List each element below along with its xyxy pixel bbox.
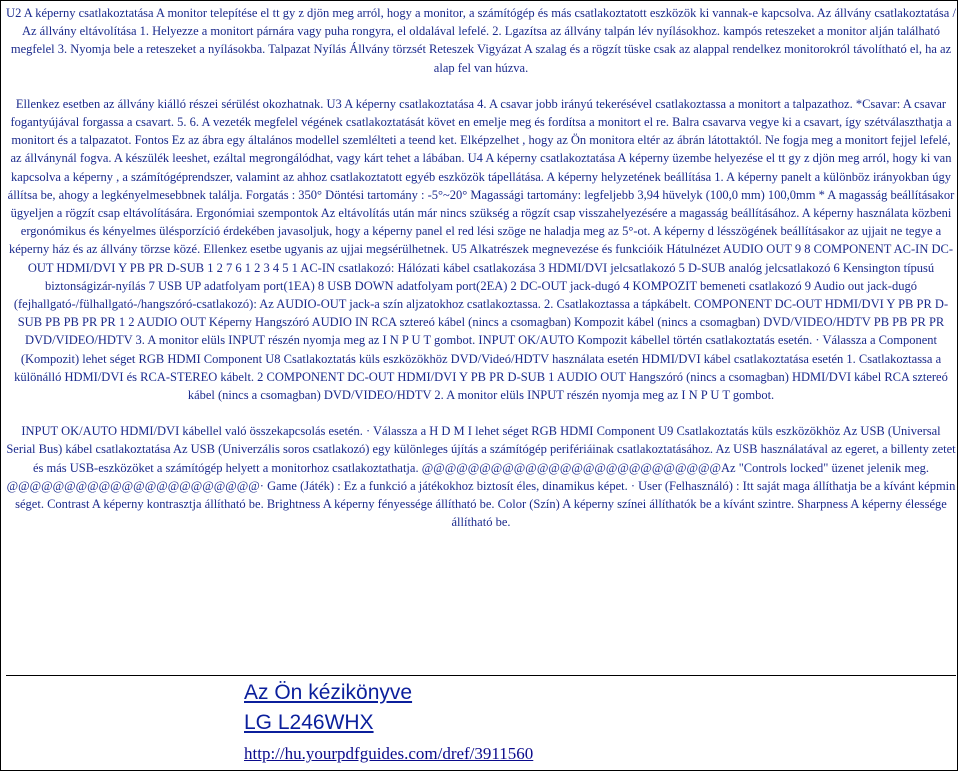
paragraph-mounting: U2 A képerny csatlakoztatása A monitor telepítése el tt gy z djön meg arról, hogy a monitor, a számítógép és más csatlakoztatott eszközök ki vannak-e kapcsolva. Az állvány csatlakoztatása / Az állvány eltávolítása 1. Helyezze a monitort párnára vagy puha rongyra, el oldalával lefelé. 2. Lgazítsa az állvány talpán lév nyílásokhoz. kampós reteszeket a monitor alján található megfelel 3. Nyomja bele a reteszeket a nyílásokba. Talpazat Nyílás Állvány törzsét Reteszek Vigyázat A szalag és a rögzít tüske csak az alappal rendelkez monitorokról távolítható el, ha az alap fel van húzva. xyxy=(6,6,956,75)
footer-links xyxy=(244,678,533,766)
paragraph-usb-settings: INPUT OK/AUTO HDMI/DVI kábellel való összekapcsolás esetén. · Válassza a H D M I lehet séget RGB HDMI Component U9 Csatlakoztatás küls eszközökhöz Az USB (Universal Serial Bus) kábel csatlakoztatása Az USB (Univerzális soros csatlakozó) egy különleges újítás a számítógép perifériáinak csatlakoztatásához. Az USB használatával az egeret, a billenty zetet és más USB-eszközöket a számítógép helyett a monitorhoz csatlakoztathatja. @@@@@@@@@@@@@@@@@@@@@@@@@@Az "Controls locked" üzenet jelenik meg. @@@@@@@@@@@@@@@@@@@@@@· Game (Játék) : Ez a funkció a játékokhoz biztosít éles, dinamikus képet. · User (Felhasználó) : Itt saját maga állíthatja be a kívánt képmin séget. Contrast A képerny kontrasztja állítható be. Brightness A képerny fényessége állítható be. Color (Szín) A képerny színei állíthatók be a kívánt szintre. Sharpness A képerny élessége állítható be. xyxy=(6,424,956,530)
url-link[interactable]: http://hu.yourpdfguides.com/dref/3911560 xyxy=(244,744,534,763)
paragraph-connecting: Ellenkez esetben az állvány kiálló részei sérülést okozhatnak. U3 A képerny csatlakoztatása 4. A csavar jobb irányú tekerésével csatlakoztassa a monitort a talpazathoz. *Csavar: A csavar fogantyújával forgassa a csavart. 5. 6. A vezeték megfelel végének csatlakoztatását követ en emelje meg és fordítsa a monitort el re. Balra csavarva vegye ki a csavart, így szétválaszthatja a monitort és a talpazatot. Fontos Ez az ábra egy általános modellel szemlélteti a teend ket. Elképzelhet , hogy az Ön monitora eltér az ábrán látottaktól. Ne fogja meg a monitort fejjel lefelé, az állványnál fogva. A készülék leeshet, ezáltal megrongálódhat, vagy kárt tehet a lábában. U4 A képerny csatlakoztatása A képerny üzembe helyezése el tt gy z djön meg arról, hogy ki van kapcsolva a képerny , a számítógéprendszer, valamint az ahhoz csatlakoztatott egyéb eszközök tápellátása. A képerny helyzetének beállítása 1. A képerny panelt a különböz irányokban úgy állítsa be, ahogy a legkényelmesebbnek találja. Forgatás : 350° Döntési tartomány : -5°~20° Magassági tartomány: legfeljebb 3,94 hüvelyk (100,0 mm) 100,0mm * A magasság beállításakor ügyeljen a rögzít csap eltávolítására. Ergonómiai szempontok Az eltávolítás után már nincs szükség a rögzít csap visszahelyezésére a magasság beállításához. A képerny használata közbeni ergonómikus és kényelmes ülésporzíció érdekében javasoljuk, hogy a képerny panel el red lési szöge ne haladja meg az 5°-ot. A képerny d lésszögének beállításakor az ujjait ne tegye a képerny ház és az állvány törzse közé. Ellenkez esetbe ugyanis az ujjai megsérülhetnek. U5 Alkatrészek megnevezése és funkcióik Hátulnézet AUDIO OUT 9 8 COMPONENT AC-IN DC-OUT HDMI/DVI Y PB PR D-SUB 1 2 7 6 1 2 3 4 5 1 AC-IN csatlakozó: Hálózati kábel csatlakozása 3 HDMI/DVI jelcsatlakozó 5 D-SUB analóg jelcsatlakozó 6 Kensington típusú biztonságizár-nyílás 7 USB UP adatfolyam port(1EA) 8 USB DOWN adatfolyam port(2EA) 2 DC-OUT jack-dugó 4 KOMPOZIT bemeneti csatlakozó 9 Audio out jack-dugó (fejhallgató-/fülhallgató-/hangszóró-csatlakozó): Az AUDIO-OUT jack-a szín aljzatokhoz csatlakoztassa. 2. Csatlakoztassa a tápkábelt. COMPONENT DC-OUT HDMI/DVI Y PB PR D-SUB PB PB PR PR 1 2 AUDIO OUT Képerny Hangszóró AUDIO IN RCA sztereó kábel (nincs a csomagban) Kompozit kábel (nincs a csomagban) DVD/VIDEO/HDTV PB PB PR PR DVD/VIDEO/HDTV 3. A monitor elüls INPUT részén nyomja meg az I N P U T gombot. INPUT OK/AUTO Kompozit kábellel történ csatlakoztatás esetén. · Válassza a Component (Kompozit) lehet séget RGB HDMI Component U8 Csatlakoztatás küls eszközökhöz DVD/Videó/HDTV használata esetén HDMI/DVI kábel csatlakoztatása esetén 1. Csatlakoztassa a különálló HDMI/DVI és RCA-STEREO kábelt. 2 COMPONENT DC-OUT HDMI/DVI Y PB PR D-SUB 1 AUDIO OUT Hangszóró (nincs a csomagban) HDMI/DVI kábel RCA sztereó kábel (nincs a csomagban) DVD/VIDEO/HDTV 2. A monitor elüls INPUT részén nyomja meg az I N P U T gombot. xyxy=(7,96,955,403)
manual-link[interactable]: Az Ön kézikönyve xyxy=(244,681,413,704)
manual-text-area xyxy=(6,4,956,676)
paragraph-gap xyxy=(6,77,956,95)
model-link[interactable]: LG L246WHX xyxy=(244,711,374,734)
paragraph-gap xyxy=(6,404,956,422)
